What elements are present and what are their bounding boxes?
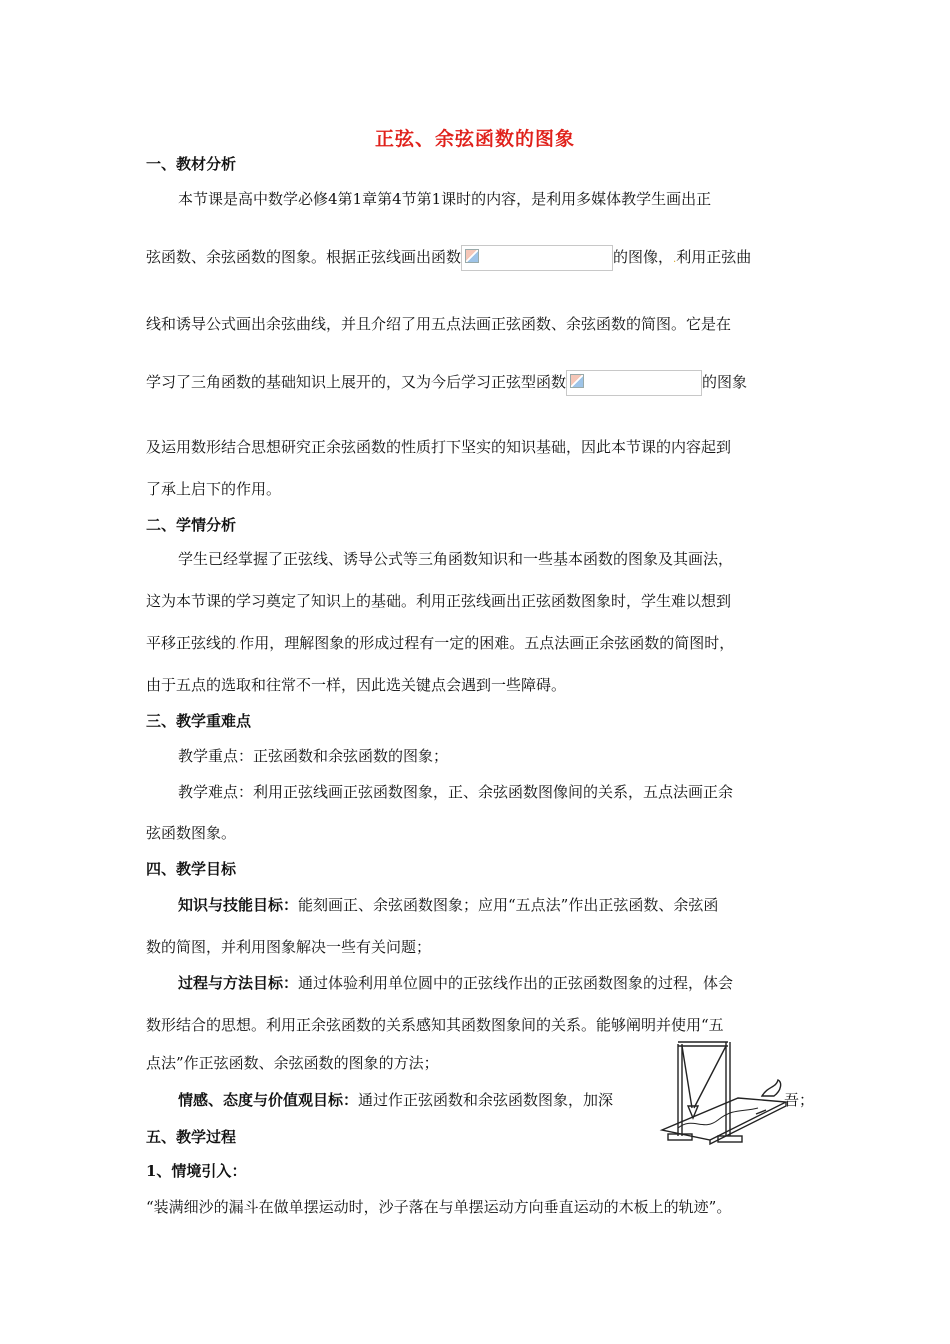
paragraph-line: 弦函数、余弦函数的图象。根据正弦线画出函数 的图像，.利用正弦曲 bbox=[146, 245, 751, 271]
paragraph-line: 点法”作正弦函数、余弦函数的图象的方法； bbox=[146, 1054, 439, 1072]
goal-label-emotion: 情感、态度与价值观目标： bbox=[178, 1091, 359, 1109]
paragraph-line: 过程与方法目标：通过体验利用单位圆中的正弦线作出的正弦函数图象的过程，体会 bbox=[178, 974, 734, 992]
goal-label-process: 过程与方法目标： bbox=[178, 974, 299, 992]
paragraph-line: 平移正弦线的.作用，理解图象的形成过程有一定的困难。五点法画正余弦函数的简图时， bbox=[146, 634, 735, 652]
goal-label-knowledge: 知识与技能目标： bbox=[178, 896, 299, 914]
paragraph-line: 了承上启下的作用。 bbox=[146, 480, 282, 498]
section-heading-1: 一、教材分析 bbox=[146, 155, 237, 173]
paragraph-line: 知识与技能目标：能刻画正、余弦函数图象；应用“五点法”作出正弦函数、余弦函 bbox=[178, 896, 719, 914]
paragraph-line: 教学重点：正弦函数和余弦函数的图象； bbox=[178, 747, 449, 765]
paragraph-line: 数形结合的思想。利用正余弦函数的关系感知其函数图象间的关系。能够阐明并使用“五 bbox=[146, 1016, 724, 1034]
pendulum-sand-figure bbox=[658, 1036, 788, 1152]
section-heading-3: 三、教学重难点 bbox=[146, 712, 252, 730]
paragraph-line: 这为本节课的学习奠定了知识上的基础。利用正弦线画出正弦函数图象时，学生难以想到 bbox=[146, 592, 732, 610]
paragraph-line: 本节课是高中数学必修4第1章第4节第1课时的内容，是利用多媒体教学生画出正 bbox=[178, 190, 712, 208]
subheading-1: 1、情境引入： bbox=[146, 1162, 247, 1180]
mark-dot: . bbox=[673, 254, 677, 265]
paragraph-line: 情感、态度与价值观目标：通过作正弦函数和余弦函数图象，加深 bbox=[178, 1091, 614, 1109]
paragraph-line-tail: 吾； bbox=[784, 1091, 815, 1109]
section-heading-5: 五、教学过程 bbox=[146, 1128, 237, 1146]
section-heading-4: 四、教学目标 bbox=[146, 860, 237, 878]
broken-image-icon bbox=[465, 249, 479, 263]
paragraph-line: “装满细沙的漏斗在做单摆运动时，沙子落在与单摆运动方向垂直运动的木板上的轨迹”。 bbox=[146, 1198, 732, 1216]
broken-image-icon bbox=[570, 374, 584, 388]
paragraph-line: 学习了三角函数的基础知识上展开的，又为今后学习正弦型函数 的图象 bbox=[146, 370, 747, 396]
mark-dot: . bbox=[236, 640, 240, 651]
section-heading-2: 二、学情分析 bbox=[146, 516, 237, 534]
page-title: 正弦、余弦函数的图象 bbox=[374, 128, 575, 150]
formula-image-placeholder bbox=[566, 370, 702, 396]
paragraph-line: 教学难点：利用正弦线画正弦函数图象，正、余弦函数图像间的关系，五点法画正余 bbox=[178, 783, 734, 801]
paragraph-line: 线和诱导公式画出余弦曲线，并且介绍了用五点法画正弦函数、余弦函数的简图。它是在 bbox=[146, 315, 732, 333]
formula-image-placeholder bbox=[461, 245, 613, 271]
paragraph-line: 及运用数形结合思想研究正余弦函数的性质打下坚实的知识基础，因此本节课的内容起到 bbox=[146, 438, 732, 456]
paragraph-line: 弦函数图象。 bbox=[146, 824, 237, 842]
paragraph-line: 由于五点的选取和往常不一样，因此选关键点会遇到一些障碍。 bbox=[146, 676, 567, 694]
paragraph-line: 数的简图，并利用图象解决一些有关问题； bbox=[146, 938, 432, 956]
paragraph-line: 学生已经掌握了正弦线、诱导公式等三角函数知识和一些基本函数的图象及其画法， bbox=[178, 550, 734, 568]
